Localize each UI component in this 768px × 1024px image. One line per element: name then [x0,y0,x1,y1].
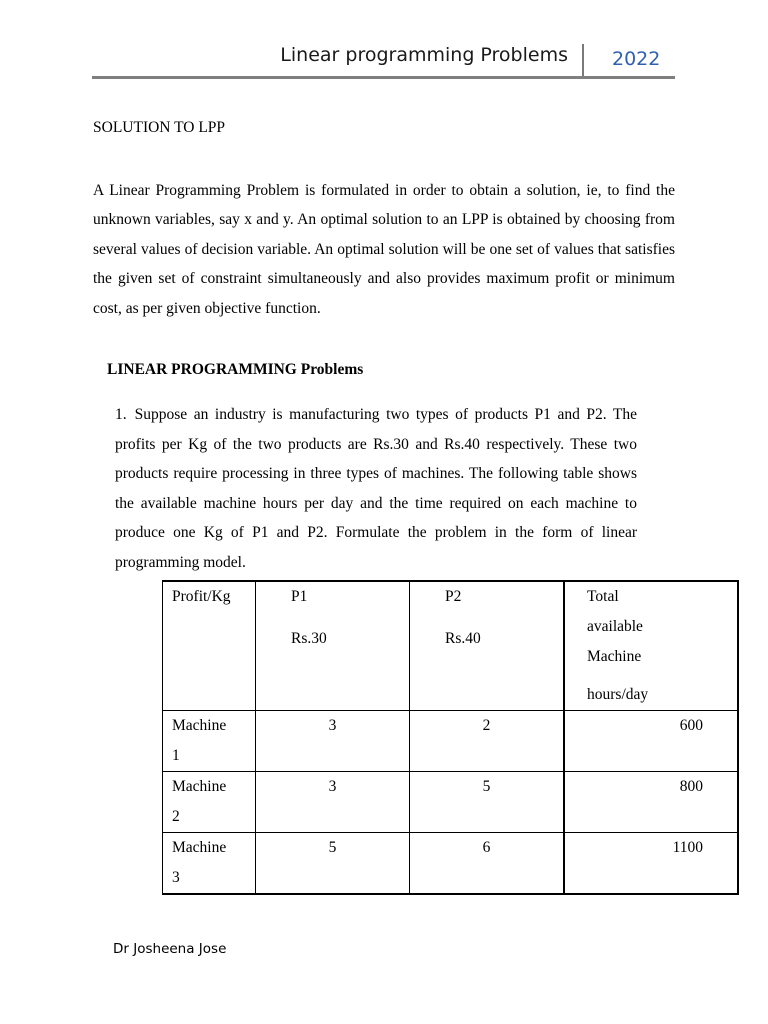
header-cell-total [564,581,738,711]
total-hours-cell: 800 [564,772,738,833]
problem-text: Suppose an industry is manufacturing two types of products P1 and P2. The profits per Kg of the two products are Rs.30 and Rs.40 respectively. These two products require processing in three types of machines. The following table shows the available machine hours per day and the time required on each machine to produce one Kg of P1 and P2. Formulate the problem in the form of linear programming model. [115,406,637,571]
footer-author: Dr Josheena Jose [113,941,227,957]
problem-1 [115,400,637,578]
machine-hours-table [162,580,739,895]
table-row [163,711,739,772]
p2-label: P2 [445,588,462,605]
total-line-1: Total [587,588,619,605]
intro-paragraph: A Linear Programming Problem is formulated in order to obtain a solution, ie, to find the unknown variables, say x and y. An optimal solution to an LPP is obtained by choosing from several values of decision variable. An optimal solution will be one set of values that satisfies the given set of constraint simultaneously and also provides maximum profit or minimum cost, as per given objective function. [93,182,675,317]
header-cell-p1 [256,581,410,711]
section-heading: SOLUTION TO LPP [93,119,226,136]
machine-cell: Machine 3 [163,833,256,895]
p2-hours-cell: 2 [410,711,565,772]
p2-hours-cell: 5 [410,772,565,833]
table-row [163,772,739,833]
table-row [163,833,739,895]
header-cell-p2 [410,581,565,711]
machine-cell: Machine 1 [163,711,256,772]
total-hours-cell: 1100 [564,833,738,895]
header-title: Linear programming Problems [280,44,568,66]
p1-price: Rs.30 [291,630,327,647]
header-divider [582,44,584,78]
header-year: 2022 [612,48,661,70]
header-rule [92,76,675,79]
machine-cell: Machine 2 [163,772,256,833]
total-line-3: Machine [587,648,642,665]
p2-price: Rs.40 [445,630,481,647]
problems-heading: LINEAR PROGRAMMING Problems [107,361,364,378]
header-cell-profit: Profit/Kg [163,581,256,711]
p1-hours-cell: 5 [256,833,410,895]
table-header-row [163,581,739,711]
p1-hours-cell: 3 [256,711,410,772]
total-line-2: available [587,618,643,635]
problem-number: 1. [115,406,127,423]
p1-label: P1 [291,588,308,605]
p1-hours-cell: 3 [256,772,410,833]
total-hours-cell: 600 [564,711,738,772]
total-line-4: hours/day [587,686,649,703]
p2-hours-cell: 6 [410,833,565,895]
